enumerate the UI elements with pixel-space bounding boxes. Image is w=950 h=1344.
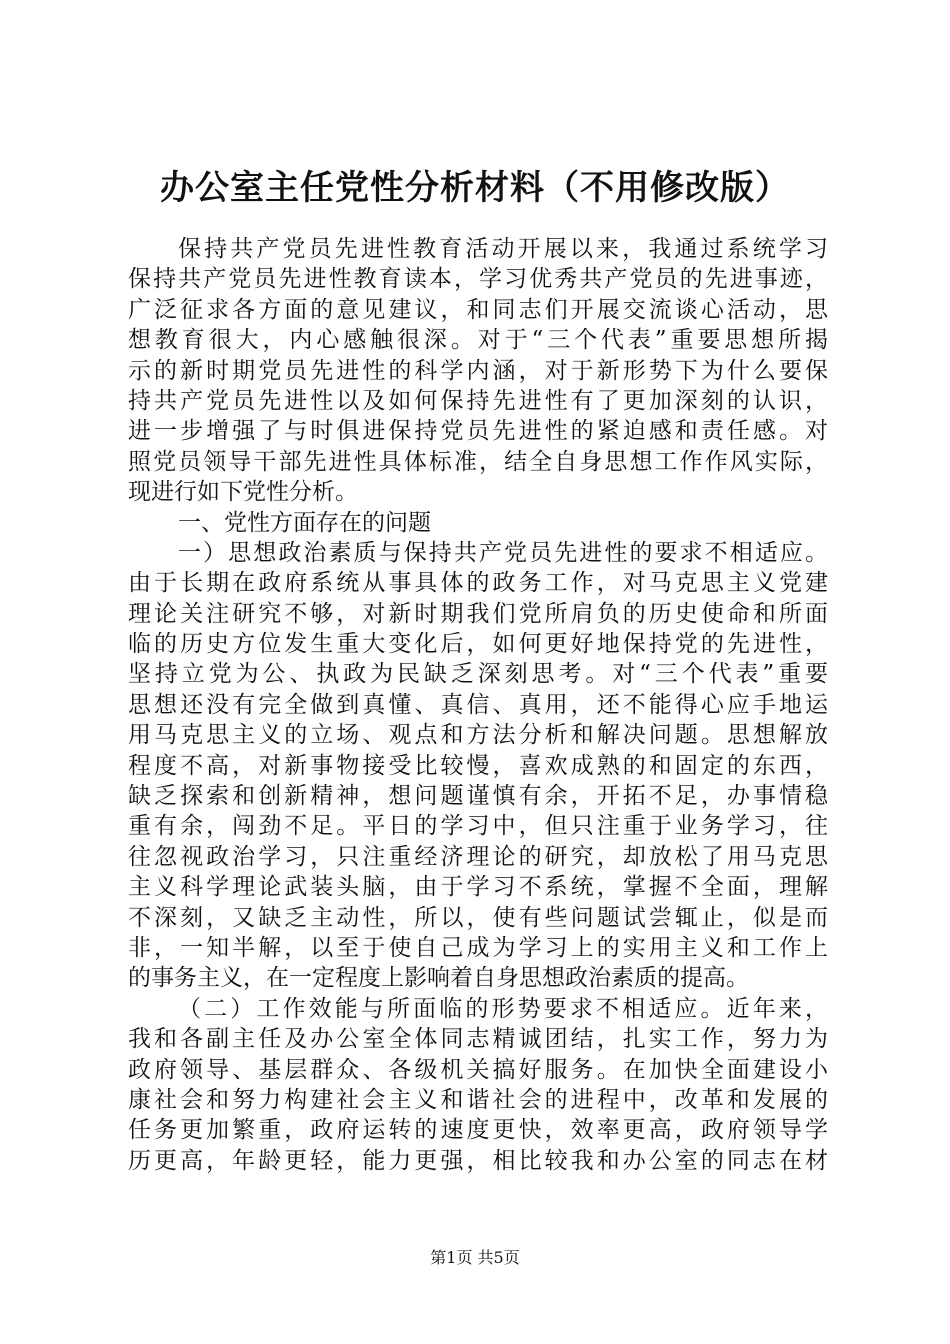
paragraph-line: 示的新时期党员先进性的科学内涵，对于新形势下为什么要保 bbox=[128, 357, 828, 384]
paragraph-line: 不深刻，又缺乏主动性，所以，使有些问题试尝辄止，似是而 bbox=[128, 904, 828, 931]
subsection-heading: （二）工作效能与所面临的形势要求不相适应。近年来， bbox=[178, 995, 828, 1022]
paragraph-line: 往忽视政治学习，只注重经济理论的研究，却放松了用马克思 bbox=[128, 843, 828, 870]
paragraph-line: 临的历史方位发生重大变化后，如何更好地保持党的先进性， bbox=[128, 631, 828, 658]
paragraph-line: 进一步增强了与时俱进保持党员先进性的紧迫感和责任感。对 bbox=[128, 418, 828, 445]
paragraph-line: 的事务主义，在一定程度上影响着自身思想政治素质的提高。 bbox=[128, 965, 749, 992]
paragraph-line: 思想还没有完全做到真懂、真信、真用，还不能得心应手地运 bbox=[128, 691, 828, 718]
paragraph-line: 重有余，闯劲不足。平日的学习中，但只注重于业务学习，往 bbox=[128, 813, 828, 840]
paragraph-line: 保持共产党员先进性教育活动开展以来，我通过系统学习 bbox=[178, 236, 828, 262]
paragraph-line: 缺乏探索和创新精神，想问题谨慎有余，开拓不足，办事情稳 bbox=[128, 783, 828, 810]
document-body bbox=[128, 234, 828, 1176]
section-heading: 一、党性方面存在的问题 bbox=[178, 509, 431, 536]
subsection-heading: 一）思想政治素质与保持共产党员先进性的要求不相适应。 bbox=[178, 539, 828, 566]
paragraph-line: 用马克思主义的立场、观点和方法分析和解决问题。思想解放 bbox=[128, 722, 828, 749]
paragraph-line: 持共产党员先进性以及如何保持先进性有了更加深刻的认识， bbox=[128, 387, 828, 414]
paragraph-line: 照党员领导干部先进性具体标准，结全自身思想工作作风实际， bbox=[128, 448, 828, 475]
paragraph-line: 现进行如下党性分析。 bbox=[128, 479, 358, 506]
paragraph-line: 坚持立党为公、执政为民缺乏深刻思考。对“三个代表”重要 bbox=[128, 661, 828, 688]
paragraph-line: 主义科学理论武装头脑，由于学习不系统，掌握不全面，理解 bbox=[128, 874, 828, 901]
paragraph-line: 政府领导、基层群众、各级机关搞好服务。在加快全面建设小 bbox=[128, 1056, 828, 1083]
paragraph-line: 非，一知半解，以至于使自己成为学习上的实用主义和工作上 bbox=[128, 934, 828, 961]
page-footer: 第1页 共5页 bbox=[430, 1248, 520, 1267]
paragraph-line: 任务更加繁重，政府运转的速度更快，效率更高，政府领导学 bbox=[128, 1117, 828, 1144]
paragraph-line: 康社会和努力构建社会主义和谐社会的进程中，改革和发展的 bbox=[128, 1086, 828, 1113]
paragraph-line: 历更高，年龄更轻，能力更强，相比较我和办公室的同志在材 bbox=[128, 1147, 828, 1174]
paragraph-line: 我和各副主任及办公室全体同志精诚团结，扎实工作，努力为 bbox=[128, 1026, 828, 1053]
document-title: 办公室主任党性分析材料（不用修改版） bbox=[160, 168, 790, 208]
paragraph-line: 理论关注研究不够，对新时期我们党所肩负的历史使命和所面 bbox=[128, 600, 828, 627]
paragraph-line: 由于长期在政府系统从事具体的政务工作，对马克思主义党建 bbox=[128, 570, 828, 597]
paragraph-line: 保持共产党员先进性教育读本，学习优秀共产党员的先进事迹， bbox=[128, 266, 828, 293]
paragraph-line: 想教育很大，内心感触很深。对于“三个代表”重要思想所揭 bbox=[128, 327, 828, 354]
paragraph-line: 程度不高，对新事物接受比较慢，喜欢成熟的和固定的东西， bbox=[128, 752, 828, 779]
paragraph-line: 广泛征求各方面的意见建议，和同志们开展交流谈心活动，思 bbox=[128, 296, 828, 323]
